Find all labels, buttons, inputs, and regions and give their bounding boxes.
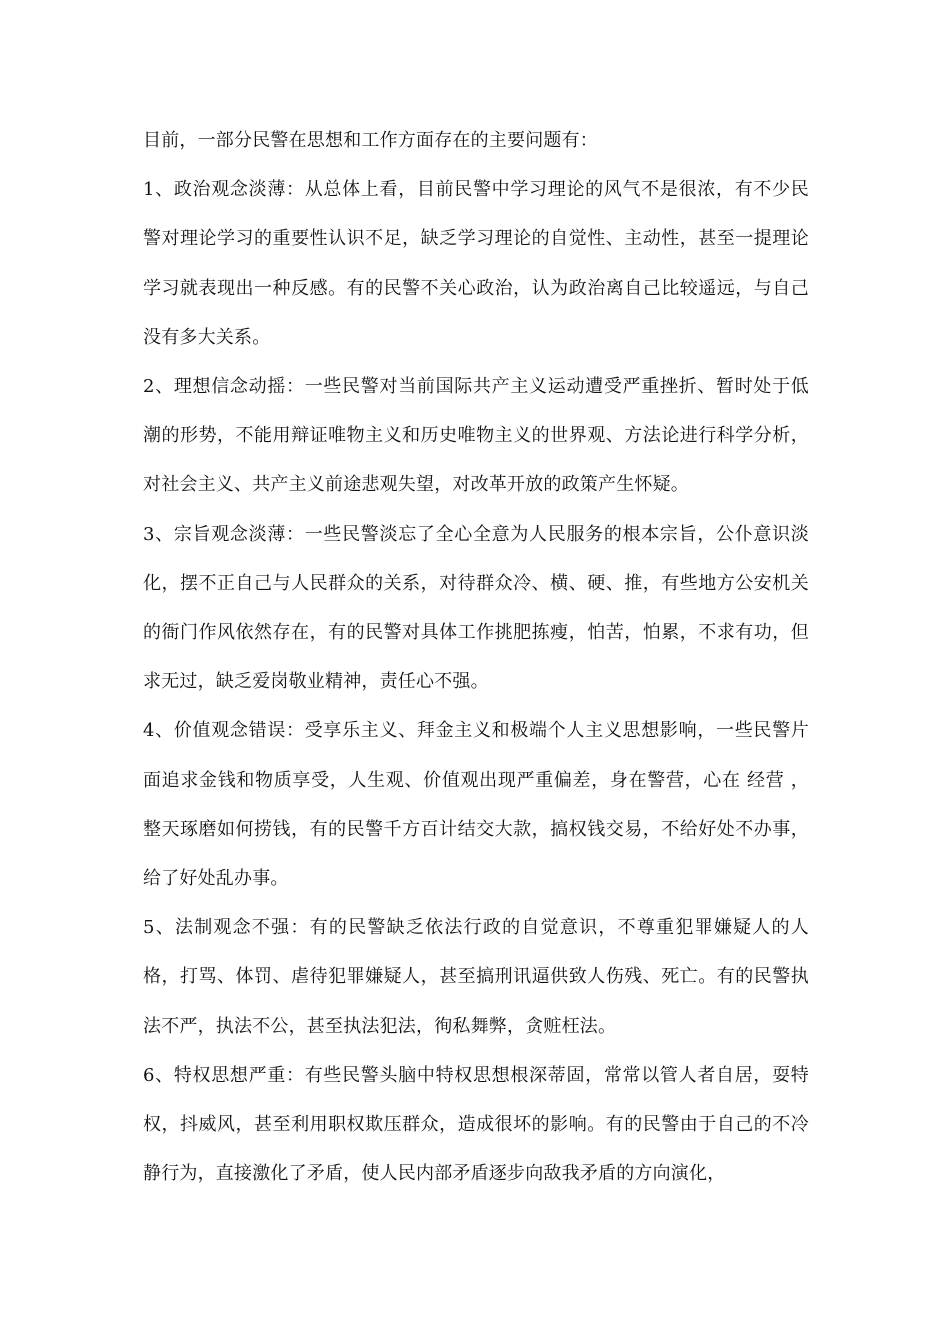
paragraph-political-concept: 1、政治观念淡薄：从总体上看，目前民警中学习理论的风气不是很浓，有不少民警对理论学习的重要性认识不足，缺乏学习理论的自觉性、主动性，甚至一提理论学习就表现出一种反感。有的民警不关心政治，认为政治离自己比较遥远，与自己没有多大关系。 bbox=[143, 179, 809, 348]
paragraph-purpose-concept: 3、宗旨观念淡薄：一些民警淡忘了全心全意为人民服务的根本宗旨，公仆意识淡化，摆不正自己与人民群众的关系，对待群众冷、横、硬、推，有些地方公安机关的衙门作风依然存在，有的民警对具体工作挑肥拣瘦，怕苦，怕累，不求有功，但求无过，缺乏爱岗敬业精神，责任心不强。 bbox=[143, 523, 809, 693]
intro-paragraph: 目前，一部分民警在思想和工作方面存在的主要问题有： bbox=[143, 130, 598, 151]
paragraph-privilege-thinking: 6、特权思想严重：有些民警头脑中特权思想根深蒂固，常常以管人者自居，耍特权，抖威风，甚至利用职权欺压群众，造成很坏的影响。有的民警由于自己的不冷静行为，直接激化了矛盾，使人民内部矛盾逐步向敌我矛盾的方向演化， bbox=[143, 1064, 809, 1185]
paragraph-legal-concept: 5、法制观念不强：有的民警缺乏依法行政的自觉意识，不尊重犯罪嫌疑人的人格，打骂、体罚、虐待犯罪嫌疑人，甚至搞刑讯逼供致人伤残、死亡。有的民警执法不严，执法不公，甚至执法犯法，徇私舞弊，贪赃枉法。 bbox=[143, 917, 809, 1037]
paragraph-value-concept: 4、价值观念错误：受享乐主义、拜金主义和极端个人主义思想影响，一些民警片面追求金钱和物质享受，人生观、价值观出现严重偏差，身在警营，心在 经营 ，整天琢磨如何捞钱，有的民警千方百计结交大款，搞权钱交易，不给好处不办事，给了好处乱办事。 bbox=[143, 720, 809, 890]
paragraph-ideal-belief: 2、理想信念动摇：一些民警对当前国际共产主义运动遭受严重挫折、暂时处于低潮的形势，不能用辩证唯物主义和历史唯物主义的世界观、方法论进行科学分析，对社会主义、共产主义前途悲观失望，对改革开放的政策产生怀疑。 bbox=[143, 376, 809, 496]
document-body bbox=[143, 116, 809, 1198]
